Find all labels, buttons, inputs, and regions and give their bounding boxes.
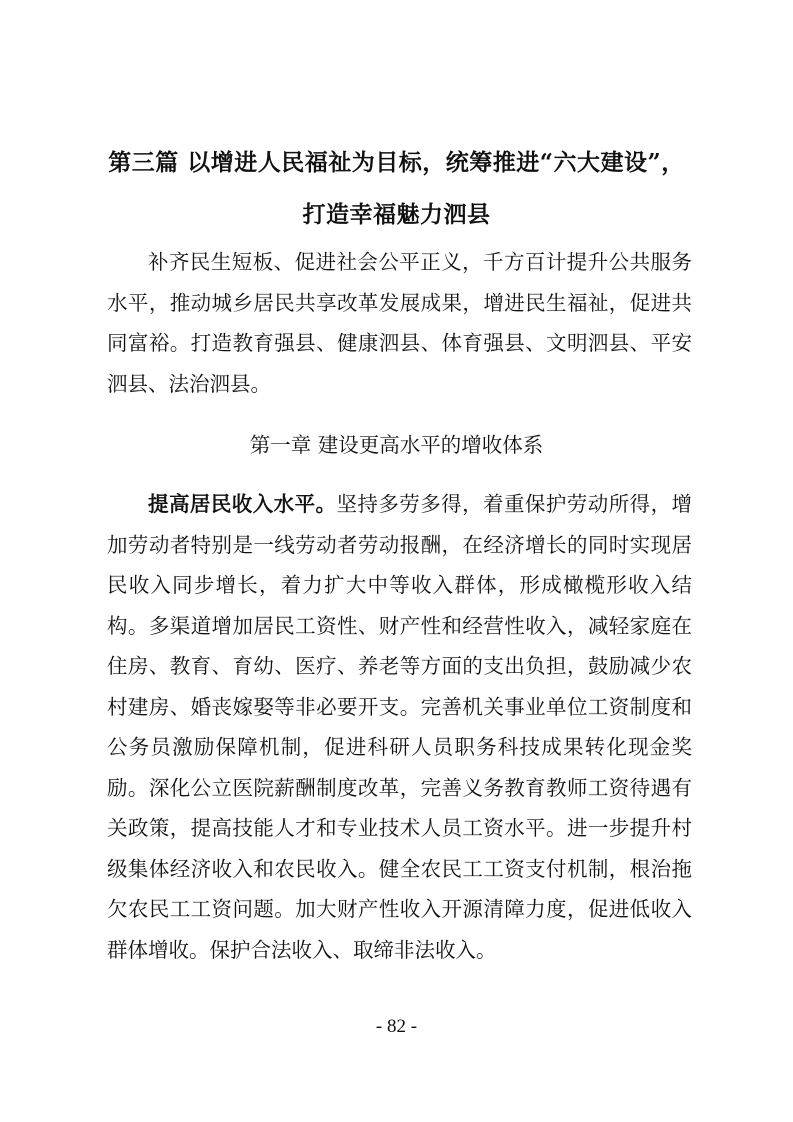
intro-paragraph: 补齐民生短板、促进社会公平正义，千方百计提升公共服务水平，推动城乡居民共享改革发展成果，增进民生福祉，促进共同富裕。打造教育强县、健康泗县、体育强县、文明泗县、平安泗县、法治泗县。 — [107, 250, 692, 396]
section-lead-heading: 提高居民收入水平。 — [148, 492, 337, 516]
part-title-line-1: 第三篇 以增进人民福祉为目标，统筹推进“六大建设”， — [108, 149, 685, 176]
chapter-title: 第一章 建设更高水平的增收体系 — [249, 433, 544, 457]
part-title-line-2: 打造幸福魅力泗县 — [302, 201, 491, 228]
page-number: - 82 - — [375, 1016, 418, 1037]
section-paragraph — [107, 484, 692, 970]
section-body-text: 坚持多劳多得，着重保护劳动所得，增加劳动者特别是一线劳动者劳动报酬，在经济增长的同时实现居民收入同步增长，着力扩大中等收入群体，形成橄榄形收入结构。多渠道增加居民工资性、财产性和经营性收入，减轻家庭在住房、教育、育幼、医疗、养老等方面的支出负担，鼓励减少农村建房、婚丧嫁娶等非必要开支。完善机关事业单位工资制度和公务员激励保障机制，促进科研人员职务科技成果转化现金奖励。深化公立医院薪酬制度改革，完善义务教育教师工资待遇有关政策，提高技能人才和专业技术人员工资水平。进一步提升村级集体经济收入和农民收入。健全农民工工资支付机制，根治拖欠农民工工资问题。加大财产性收入开源清障力度，促进低收入群体增收。保护合法收入、取缔非法收入。 — [107, 492, 693, 962]
